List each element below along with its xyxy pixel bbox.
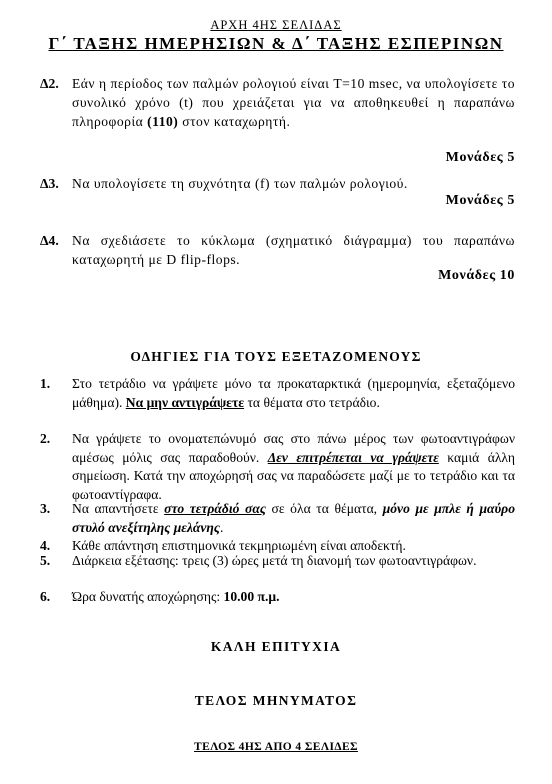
instruction-text-part: Ώρα δυνατής αποχώρησης: (72, 589, 224, 604)
good-luck-text: ΚΑΛΗ ΕΠΙΤΥΧΙΑ (210, 639, 342, 654)
instruction-text-part: Να γράψετε το ονοματεπώνυμό σας στο πάνω μέρος των φωτοαντιγράφων αμέσως μόλις σας παραδοθούν. (72, 431, 515, 465)
instruction-text (72, 430, 515, 504)
question-number: Δ2. (40, 76, 59, 91)
question-text: Να σχεδιάσετε το κύκλωμα (σχηματικό διάγραμμα) του παραπάνω καταχωρητή με D flip-flops. (72, 233, 515, 267)
instruction-text-part: σε όλα τα θέματα, (265, 501, 383, 516)
instruction-item-1 (40, 375, 515, 412)
instruction-text (72, 588, 515, 607)
question-number: Δ4. (40, 233, 59, 248)
instruction-number: 6. (40, 589, 51, 604)
page-footer: ΤΕΛΟΣ 4ΗΣ ΑΠΟ 4 ΣΕΛΙΔΕΣ (194, 741, 358, 753)
instruction-emphasis: 10.00 π.μ. (223, 589, 280, 604)
question-text: Να υπολογίσετε τη συχνότητα (f) των παλμών ρολογιού. (72, 176, 408, 191)
instruction-emphasis: μόνο με μπλε ή μαύρο στυλό ανεξίτηλης μελάνης (72, 501, 515, 535)
instruction-item-5 (40, 552, 515, 571)
instruction-number: 1. (40, 376, 51, 391)
question-text-part: στον καταχωρητή. (178, 114, 291, 129)
instruction-emphasis: Να μην αντιγράψετε (125, 394, 245, 410)
instruction-emphasis: Δεν επιτρέπεται να γράψετε (267, 449, 439, 465)
marks-d2: Μονάδες 5 (445, 150, 515, 165)
instruction-item-3 (40, 500, 515, 537)
instruction-number: 2. (40, 431, 51, 446)
question-text (72, 74, 515, 131)
instruction-text (72, 500, 515, 537)
instruction-number: 5. (40, 553, 51, 568)
instruction-text (72, 375, 515, 412)
question-d4 (40, 231, 515, 269)
marks-d4: Μονάδες 10 (438, 268, 515, 283)
instruction-item-2 (40, 430, 515, 504)
instructions-title: ΟΔΗΓΙΕΣ ΓΙΑ ΤΟΥΣ ΕΞΕΤΑΖΟΜΕΝΟΥΣ (130, 349, 422, 364)
instruction-text: Κάθε απάντηση επιστημονικά τεκμηριωμένη είναι αποδεκτή. (72, 538, 406, 553)
instruction-number: 3. (40, 501, 51, 516)
question-d2 (40, 74, 515, 131)
instruction-text-part: Να απαντήσετε (72, 501, 165, 516)
question-d3 (40, 174, 515, 193)
page-start-header: ΑΡΧΗ 4ΗΣ ΣΕΛΙΔΑΣ (210, 18, 342, 32)
instruction-text: Διάρκεια εξέτασης: τρεις (3) ώρες μετά τη διανομή των φωτοαντιγράφων. (72, 553, 477, 568)
question-number: Δ3. (40, 176, 59, 191)
marks-d3: Μονάδες 5 (445, 193, 515, 208)
instruction-emphasis: στο τετράδιό σας (164, 501, 266, 516)
instruction-number: 4. (40, 538, 51, 553)
instruction-text-part: . (219, 519, 224, 535)
exam-class-title: Γ΄ ΤΑΞΗΣ ΗΜΕΡΗΣΙΩΝ & Δ΄ ΤΑΞΗΣ ΕΣΠΕΡΙΝΩΝ (48, 34, 504, 53)
question-text-part: Εάν η περίοδος των παλμών ρολογιού είναι T=10 msec, να υπολογίσετε το συνολικό χρόνο (t) που χρειάζεται για να αποθηκευθεί η παραπάνω πληροφορία (72, 76, 515, 129)
instruction-text-part: καμιά άλλη σημείωση. Κατά την αποχώρησή σας να παραδώσετε μαζί με το τετράδιο και τα φωτοαντίγραφα. (72, 449, 515, 502)
end-of-message-text: ΤΕΛΟΣ ΜΗΝΥΜΑΤΟΣ (194, 693, 358, 708)
instruction-text-part: τα θέματα στο τετράδιο. (244, 394, 380, 410)
question-text-bold: (110) (147, 114, 179, 129)
instruction-text-part: Στο τετράδιο να γράψετε μόνο τα προκαταρκτικά (ημερομηνία, εξεταζόμενο μάθημα). (72, 376, 515, 410)
instruction-item-6 (40, 588, 515, 607)
